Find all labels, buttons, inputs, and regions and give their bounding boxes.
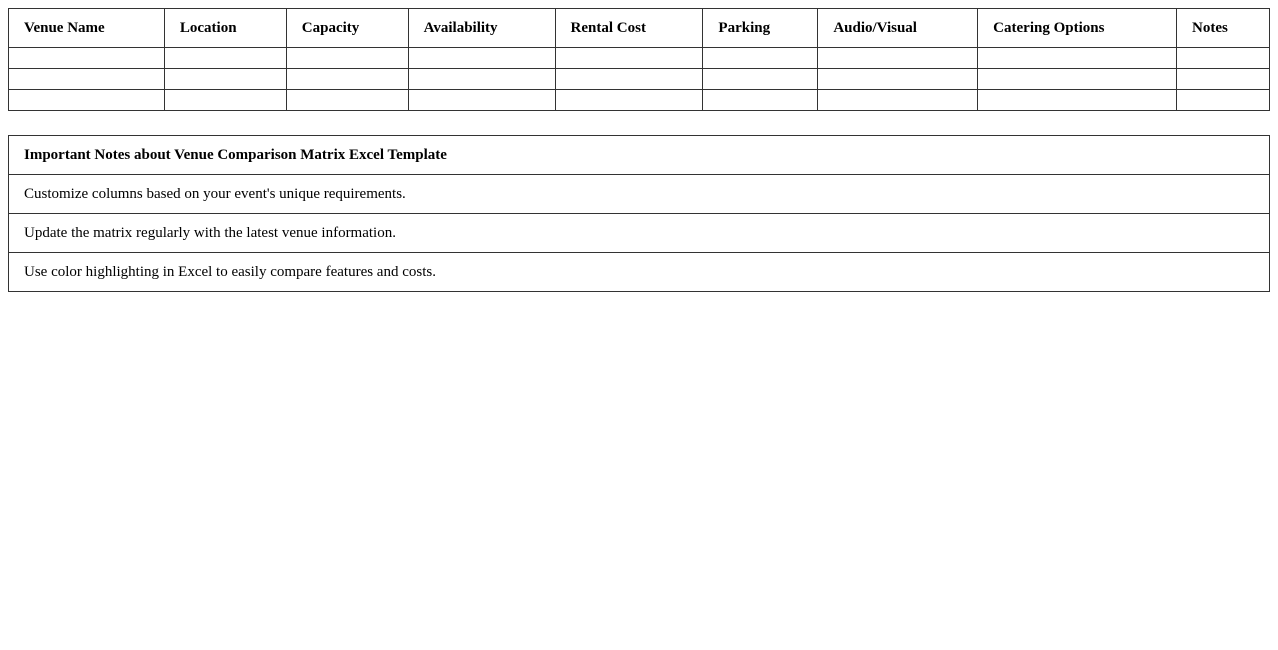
table-cell[interactable] — [555, 48, 703, 69]
note-text: Customize columns based on your event's unique requirements. — [9, 175, 1270, 214]
table-cell[interactable] — [408, 48, 555, 69]
table-cell[interactable] — [164, 48, 286, 69]
table-cell[interactable] — [286, 48, 408, 69]
table-cell[interactable] — [703, 48, 818, 69]
table-cell[interactable] — [9, 48, 165, 69]
table-row — [9, 90, 1270, 111]
table-cell[interactable] — [978, 90, 1177, 111]
table-cell[interactable] — [1177, 90, 1270, 111]
table-cell[interactable] — [818, 69, 978, 90]
table-cell[interactable] — [408, 69, 555, 90]
notes-heading: Important Notes about Venue Comparison Matrix Excel Template — [9, 136, 1270, 175]
column-header-audio-visual: Audio/Visual — [818, 9, 978, 48]
table-cell[interactable] — [555, 90, 703, 111]
notes-heading-row — [9, 136, 1270, 175]
table-cell[interactable] — [1177, 69, 1270, 90]
list-item — [9, 253, 1270, 292]
table-cell[interactable] — [818, 48, 978, 69]
table-cell[interactable] — [286, 69, 408, 90]
table-cell[interactable] — [703, 69, 818, 90]
table-row — [9, 48, 1270, 69]
column-header-venue-name: Venue Name — [9, 9, 165, 48]
column-header-notes: Notes — [1177, 9, 1270, 48]
table-cell[interactable] — [978, 48, 1177, 69]
table-cell[interactable] — [408, 90, 555, 111]
column-header-availability: Availability — [408, 9, 555, 48]
note-text: Update the matrix regularly with the latest venue information. — [9, 214, 1270, 253]
table-cell[interactable] — [9, 90, 165, 111]
table-cell[interactable] — [1177, 48, 1270, 69]
table-cell[interactable] — [555, 69, 703, 90]
column-header-rental-cost: Rental Cost — [555, 9, 703, 48]
column-header-catering-options: Catering Options — [978, 9, 1177, 48]
table-cell[interactable] — [818, 90, 978, 111]
table-cell[interactable] — [286, 90, 408, 111]
table-cell[interactable] — [164, 69, 286, 90]
note-text: Use color highlighting in Excel to easily compare features and costs. — [9, 253, 1270, 292]
column-header-location: Location — [164, 9, 286, 48]
venue-comparison-table — [8, 8, 1270, 111]
list-item — [9, 214, 1270, 253]
column-header-parking: Parking — [703, 9, 818, 48]
table-cell[interactable] — [9, 69, 165, 90]
table-cell[interactable] — [703, 90, 818, 111]
list-item — [9, 175, 1270, 214]
column-header-capacity: Capacity — [286, 9, 408, 48]
table-row — [9, 69, 1270, 90]
important-notes-table — [8, 135, 1270, 292]
table-cell[interactable] — [164, 90, 286, 111]
table-cell[interactable] — [978, 69, 1177, 90]
header-row — [9, 9, 1270, 48]
